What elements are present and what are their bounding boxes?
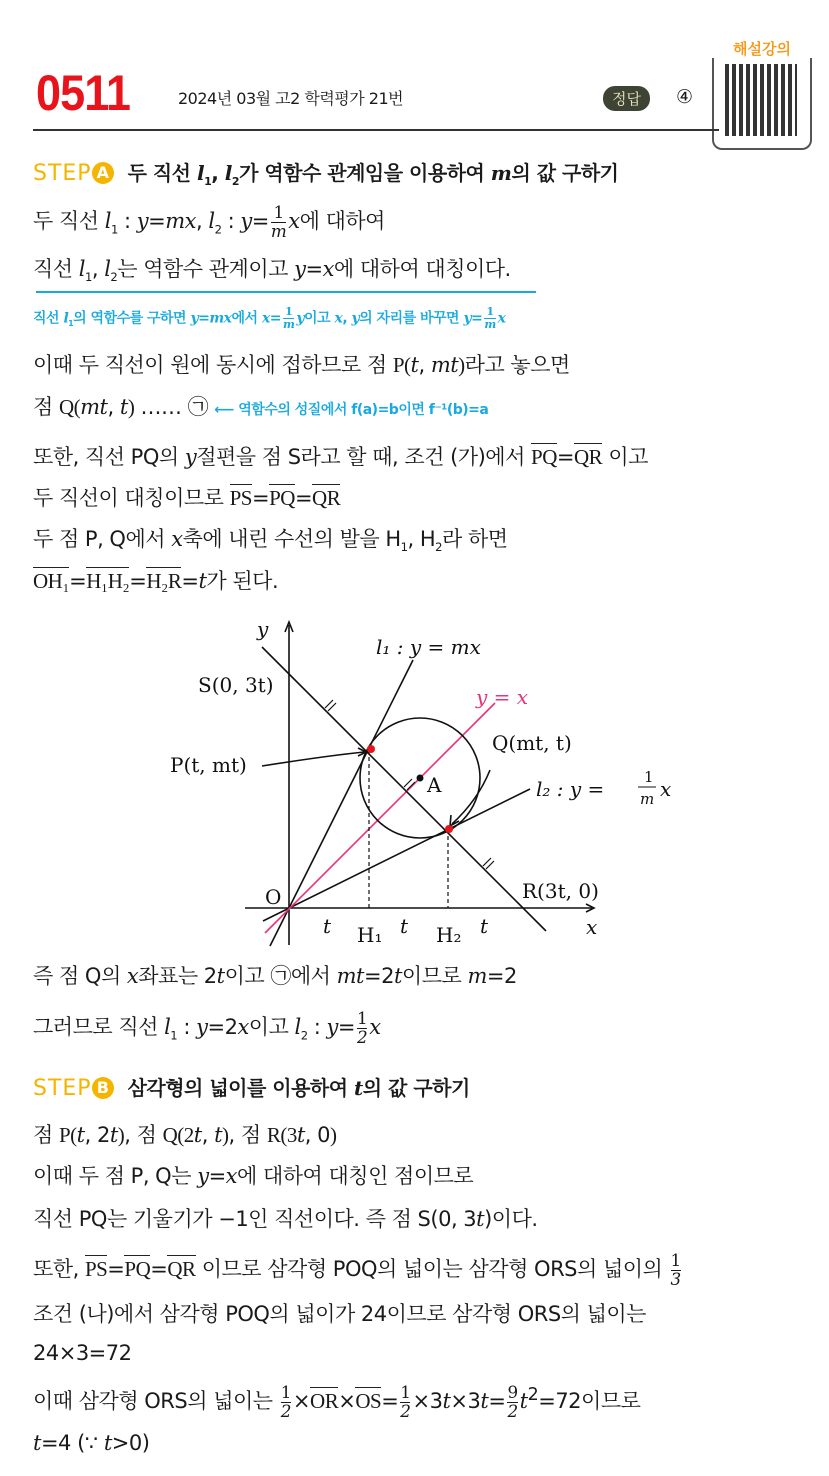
step-heading	[33, 1075, 470, 1104]
math: x	[497, 310, 506, 327]
math: R(3	[266, 1123, 297, 1147]
text: =	[181, 569, 199, 593]
text: 또한, 직선 PQ의	[33, 445, 185, 469]
text: 이고 ㉠에서	[224, 964, 337, 988]
r-label: R(3t, 0)	[522, 879, 599, 903]
math: )	[117, 1123, 125, 1147]
solution-line	[33, 1206, 538, 1233]
text: 24×3=72	[33, 1341, 132, 1365]
text: ,	[211, 161, 225, 185]
x-axis-label: x	[586, 915, 598, 939]
denominator: m	[484, 316, 496, 331]
numerator: 1	[670, 1250, 681, 1270]
math: l	[196, 161, 205, 185]
s-label: S(0, 3t)	[198, 673, 274, 697]
segment: H₁H₂	[86, 569, 130, 593]
math: y	[351, 310, 360, 327]
text: , 점	[228, 1123, 267, 1147]
math: t	[216, 964, 225, 988]
text: 이때 삼각형 ORS의 넓이는	[33, 1389, 279, 1414]
solution-line	[33, 1163, 473, 1190]
numerator: 9	[507, 1382, 518, 1402]
math: x	[288, 209, 300, 234]
math: t	[198, 569, 207, 593]
text: 이고	[248, 1015, 295, 1040]
text: )이다.	[484, 1207, 538, 1231]
side-note: ⟵ 역함수의 성질에서 f(a)=b이면 f⁻¹(b)=a	[214, 402, 489, 418]
text: =	[556, 445, 575, 469]
text: =	[471, 310, 483, 327]
line-y-equals-x	[265, 703, 495, 933]
math: t	[296, 1123, 305, 1147]
math: t	[214, 1123, 223, 1147]
qr-label: 해설강의	[733, 40, 791, 58]
text: 이므로 삼각형 POQ의 넓이는 삼각형 ORS의 넓이의	[195, 1257, 669, 1282]
solution-line	[33, 394, 488, 421]
math: t	[442, 1389, 451, 1414]
math: )	[127, 395, 135, 419]
t-label-1: t	[323, 914, 332, 938]
text: =	[269, 310, 282, 327]
text: ,	[418, 353, 431, 377]
text: =	[305, 257, 323, 281]
solution-line	[33, 568, 278, 595]
graph-diagram	[0, 610, 829, 950]
qr-code[interactable]	[712, 58, 812, 150]
text: 에 대하여 대칭인 점이므로	[237, 1164, 474, 1188]
solution-line	[33, 352, 570, 379]
text: 가 된다.	[206, 569, 279, 593]
text: 두 점 P, Q에서	[33, 527, 172, 551]
denominator: m	[283, 316, 295, 331]
l2-label: l₂ : y =	[536, 777, 605, 801]
text: 삼각형의 넓이를 이용하여	[127, 1076, 354, 1100]
math: l	[224, 161, 232, 185]
math: t	[476, 1207, 485, 1231]
text: 이때 두 직선이 원에 동시에 접하므로 점	[33, 353, 393, 377]
text: 직선	[33, 257, 79, 281]
arrow-q	[452, 770, 490, 824]
solution-line	[33, 256, 511, 285]
numerator: 1	[484, 306, 495, 319]
text: =4 (∵	[40, 1431, 104, 1455]
math: )	[458, 353, 465, 377]
math: mt	[430, 353, 459, 377]
math: mt	[80, 395, 108, 419]
text: ,	[201, 1123, 215, 1147]
text: 이때 두 점 P, Q는	[33, 1164, 198, 1188]
text: 라고 놓으면	[464, 353, 570, 377]
h2-label: H₂	[436, 923, 462, 947]
text: 두 직선	[127, 161, 197, 185]
numerator: 1	[400, 1382, 411, 1402]
text: =	[208, 1164, 226, 1188]
answer-value: ④	[676, 86, 694, 108]
math: t	[354, 1076, 363, 1100]
text: ×	[292, 1389, 311, 1414]
subscript: 1	[110, 222, 118, 237]
text: =	[488, 1389, 506, 1414]
solution-line	[33, 1301, 646, 1328]
math: t	[193, 1123, 202, 1147]
text: ,	[342, 310, 352, 327]
yx-label: y = x	[476, 685, 529, 709]
math: l	[294, 1015, 301, 1040]
solution-line	[33, 204, 385, 240]
math: l	[164, 1015, 171, 1040]
text: 이고	[304, 310, 335, 327]
text: =	[129, 569, 147, 593]
subscript: 1	[204, 175, 212, 188]
math: t	[103, 1431, 112, 1455]
text: =72이므로	[538, 1389, 641, 1414]
line-l1	[270, 660, 413, 946]
text: 는 역함수 관계이고	[117, 257, 295, 281]
t-label-2: t	[400, 914, 409, 938]
segment: QR	[574, 445, 603, 469]
text: ,	[91, 257, 105, 281]
text: 조건 (나)에서 삼각형 POQ의 넓이가 24이므로 삼각형 ORS의 넓이는	[33, 1302, 646, 1326]
solution-line	[33, 485, 340, 512]
solution-line	[33, 1384, 640, 1420]
text: =	[251, 209, 269, 234]
math: l	[104, 209, 111, 234]
math: t	[393, 964, 402, 988]
solution-line	[33, 1252, 683, 1288]
numerator: 1	[280, 1382, 291, 1402]
subscript: 2	[300, 1028, 308, 1043]
point-p	[367, 745, 375, 753]
text: 점	[33, 1123, 59, 1147]
origin-label: O	[265, 885, 282, 909]
math: x	[126, 964, 139, 988]
fraction	[671, 1252, 681, 1288]
t-label-3: t	[480, 914, 489, 938]
segment: QR	[167, 1257, 196, 1282]
denominator: 2	[507, 1400, 518, 1421]
math: x	[237, 1015, 249, 1040]
text: ,	[107, 395, 120, 419]
text: =	[294, 486, 313, 510]
line-l2	[263, 789, 530, 921]
math: x	[171, 527, 183, 551]
text: :	[117, 209, 137, 234]
point-q	[445, 825, 453, 833]
math: y	[196, 1015, 208, 1040]
math: t	[119, 395, 128, 419]
y-axis-label: y	[257, 617, 269, 641]
fraction	[400, 1384, 410, 1420]
step-label: STEP	[33, 161, 92, 186]
highlight-underline	[36, 291, 536, 293]
l2-frac-den: m	[640, 790, 655, 808]
subscript: 1	[170, 1028, 178, 1043]
segment: PQ	[531, 445, 557, 469]
fraction	[484, 306, 495, 331]
l2-frac-num: 1	[644, 768, 654, 786]
text: ×3	[450, 1389, 481, 1414]
numerator: 1	[271, 204, 286, 223]
segment: OH₁	[33, 569, 70, 593]
math: x	[334, 310, 343, 327]
step-label: STEP	[33, 1076, 92, 1101]
solution-line	[33, 526, 508, 555]
solution-line	[33, 444, 648, 471]
header-divider	[33, 129, 719, 131]
math: m	[490, 161, 512, 185]
text: :	[177, 1015, 197, 1040]
text: 점	[33, 395, 59, 419]
math: Q(	[58, 395, 81, 419]
math: Q(2	[162, 1123, 194, 1147]
text: …… ㉠	[134, 395, 215, 419]
fraction	[283, 306, 294, 331]
math: t	[480, 1389, 489, 1414]
segment: PQ	[269, 486, 295, 510]
text: =2	[207, 1015, 238, 1040]
math: l	[78, 257, 85, 281]
math: l	[63, 310, 69, 327]
text: =	[381, 1389, 399, 1414]
denominator: 2	[280, 1400, 291, 1421]
text: 에 대하여	[299, 209, 385, 234]
text: 라 하면	[442, 527, 508, 551]
text: ,	[195, 209, 209, 234]
math: y	[136, 209, 149, 234]
text: 의 역함수를 구하면	[73, 310, 191, 327]
subscript: 2	[231, 175, 240, 188]
segment: H₂R	[146, 569, 182, 593]
text: 에서	[231, 310, 262, 327]
math: y	[463, 310, 472, 327]
point-a	[417, 775, 424, 782]
fraction	[281, 1384, 291, 1420]
solution-line	[33, 1340, 132, 1367]
h1-label: H₁	[357, 923, 383, 947]
math: l	[104, 257, 111, 281]
denominator: m	[270, 220, 287, 241]
math: y	[190, 310, 199, 327]
text: 또한,	[33, 1257, 85, 1282]
math: t	[33, 1431, 41, 1455]
text: 이고	[602, 445, 648, 469]
text: =2	[363, 964, 394, 988]
math: y	[197, 1164, 209, 1188]
segment: PQ	[124, 1257, 151, 1282]
math: y	[240, 209, 252, 234]
a-label: A	[427, 773, 442, 797]
segment: OS	[355, 1389, 382, 1414]
math: P(	[58, 1123, 77, 1147]
subscript: 1	[68, 319, 74, 329]
fraction	[271, 204, 286, 240]
math: y	[294, 257, 306, 281]
problem-number: 0511	[36, 65, 131, 121]
numerator: 1	[357, 1008, 368, 1028]
segment: QR	[312, 486, 341, 510]
numerator: 1	[283, 306, 294, 319]
solution-line	[33, 963, 517, 990]
qr-code-image	[725, 64, 797, 136]
solution-line	[33, 1010, 381, 1046]
math: )	[330, 1123, 337, 1147]
text: 직선 PQ는 기울기가 −1인 직선이다. 즉 점 S(0, 3	[33, 1207, 477, 1231]
step-badge: B	[92, 1077, 114, 1099]
fraction	[507, 1384, 517, 1420]
text: =	[150, 1257, 168, 1282]
math: m	[467, 964, 487, 988]
math: mx	[165, 209, 196, 234]
answer-badge: 정답	[603, 86, 650, 111]
text: >0)	[111, 1431, 150, 1455]
text: 좌표는 2	[138, 964, 217, 988]
math: )	[222, 1123, 229, 1147]
text: 두 직선	[33, 209, 105, 234]
text: , 2	[84, 1123, 110, 1147]
text: 절편을 점 S라고 할 때, 조건 (가)에서	[196, 445, 532, 469]
text: 에 대하여 대칭이다.	[333, 257, 511, 281]
segment: OR	[310, 1389, 339, 1414]
math: mt	[336, 964, 364, 988]
math: mx	[209, 310, 232, 327]
text: , 점	[124, 1123, 163, 1147]
math: x	[322, 257, 334, 281]
text: ×3	[412, 1389, 443, 1414]
fraction	[357, 1010, 367, 1046]
math: x	[261, 310, 270, 327]
arrow-p	[262, 752, 364, 766]
math: y	[184, 445, 197, 469]
text: , 0	[304, 1123, 331, 1147]
math: P(	[392, 353, 411, 377]
subscript: 2	[110, 270, 118, 285]
step-heading	[33, 160, 618, 189]
text: 가 역함수 관계임을 이용하여	[239, 161, 491, 185]
math: t	[519, 1389, 528, 1414]
text: , H	[407, 527, 436, 551]
segment: PS	[229, 486, 252, 510]
math: y	[296, 310, 305, 327]
step-badge: A	[92, 162, 114, 184]
text: =	[107, 1257, 125, 1282]
text: 직선	[33, 310, 64, 327]
side-note	[33, 306, 506, 331]
solution-line	[33, 1430, 149, 1457]
subscript: 1	[84, 270, 92, 285]
text: =	[337, 1015, 356, 1040]
text: 즉 점 Q의	[33, 964, 127, 988]
math: x	[225, 1164, 238, 1188]
denominator: 2	[357, 1026, 368, 1047]
text: =	[69, 569, 87, 593]
math: t	[109, 1123, 118, 1147]
solution-line	[33, 1122, 337, 1149]
l1-label: l₁ : y = mx	[376, 635, 481, 659]
text: :	[221, 209, 241, 234]
subscript: 2	[435, 540, 443, 555]
text: 의 자리를 바꾸면	[359, 310, 464, 327]
subscript: 2	[214, 222, 222, 237]
problem-source: 2024년 03월 고2 학력평가 21번	[178, 89, 404, 108]
denominator: 2	[400, 1400, 411, 1421]
text: =	[198, 310, 210, 327]
subscript: 1	[400, 540, 408, 555]
math: y	[326, 1015, 338, 1040]
text: :	[307, 1015, 327, 1040]
math: t	[410, 353, 419, 377]
text: 그러므로 직선	[33, 1015, 165, 1040]
text: =	[251, 486, 270, 510]
text: =	[148, 209, 166, 234]
text: 축에 내린 수선의 발을 H	[182, 527, 401, 551]
text: 의 값 구하기	[362, 1076, 470, 1100]
math: l	[208, 209, 215, 234]
denominator: 3	[670, 1268, 681, 1289]
text: ×	[338, 1389, 356, 1414]
p-label: P(t, mt)	[170, 753, 247, 777]
math: t	[76, 1123, 85, 1147]
text: 두 직선이 대칭이므로	[33, 486, 230, 510]
math: x	[369, 1015, 381, 1040]
text: 의 값 구하기	[511, 161, 619, 185]
l2-x: x	[660, 777, 672, 801]
segment: PS	[84, 1257, 108, 1282]
text: 이므로	[401, 964, 468, 988]
superscript: 2	[527, 1385, 539, 1406]
q-label: Q(mt, t)	[492, 731, 572, 755]
text: =2	[486, 964, 517, 988]
